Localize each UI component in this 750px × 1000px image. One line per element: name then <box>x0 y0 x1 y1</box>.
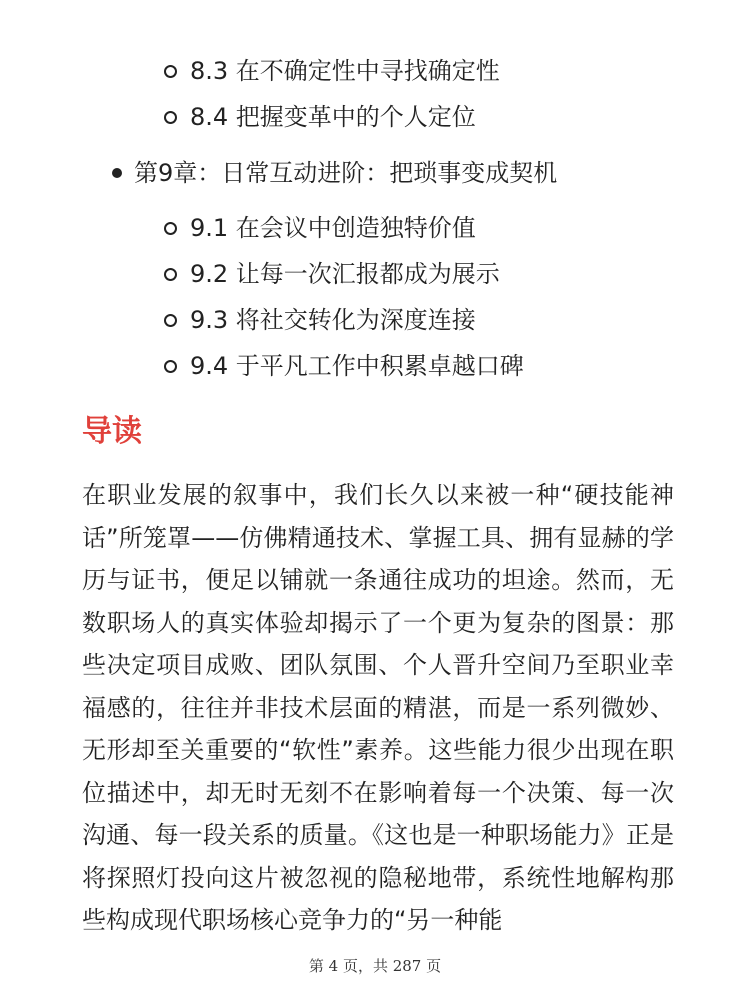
toc-subsection-9-2[interactable] <box>164 251 524 297</box>
toc-subsection-9-1[interactable] <box>164 205 524 251</box>
hollow-bullet-icon <box>164 360 177 373</box>
toc-chapter-9[interactable] <box>112 150 557 196</box>
page-number-footer: 第 4 页，共 287 页 <box>308 957 442 975</box>
toc-subsection-label: 9.4 于平凡工作中积累卓越口碑 <box>190 352 524 380</box>
toc-subsection-label: 8.3 在不确定性中寻找确定性 <box>190 57 500 85</box>
toc-subsection-9-4[interactable] <box>164 343 524 389</box>
section-heading-intro: 导读 <box>82 414 142 449</box>
toc-subsection-label: 8.4 把握变革中的个人定位 <box>190 103 476 131</box>
toc-chapter-label: 第9章：日常互动进阶：把琐事变成契机 <box>134 159 558 187</box>
hollow-bullet-icon <box>164 222 177 235</box>
hollow-bullet-icon <box>164 65 177 78</box>
toc-subsection-label: 9.1 在会议中创造独特价值 <box>190 214 476 242</box>
hollow-bullet-icon <box>164 314 177 327</box>
toc-subsection-label: 9.3 将社交转化为深度连接 <box>190 306 476 334</box>
toc-subsection-9-3[interactable] <box>164 297 524 343</box>
toc-subsection-list-ch8 <box>164 48 500 140</box>
intro-paragraph: 在职业发展的叙事中，我们长久以来被一种“硬技能神话”所笼罩——仿佛精通技术、掌握工具、拥有显赫的学历与证书，便足以铺就一条通往成功的坦途。然而，无数职场人的真实体验却揭示了一个更为复杂的图景：那些决定项目成败、团队氛围、个人晋升空间乃至职业幸福感的，往往并非技术层面的精湛，而是一系列微妙、无形却至关重要的“软性”素养。这些能力很少出现在职位描述中，却无时无刻不在影响着每一个决策、每一次沟通、每一段关系的质量。《这也是一种职场能力》正是将探照灯投向这片被忽视的隐秘地带，系统性地解构那些构成现代职场核心竞争力的“另一种能 <box>82 481 674 934</box>
hollow-bullet-icon <box>164 111 177 124</box>
toc-subsection-list-ch9 <box>164 205 524 389</box>
toc-subsection-8-3[interactable] <box>164 48 500 94</box>
toc-subsection-8-4[interactable] <box>164 94 500 140</box>
hollow-bullet-icon <box>164 268 177 281</box>
toc-subsection-label: 9.2 让每一次汇报都成为展示 <box>190 260 500 288</box>
filled-bullet-icon <box>112 168 122 178</box>
